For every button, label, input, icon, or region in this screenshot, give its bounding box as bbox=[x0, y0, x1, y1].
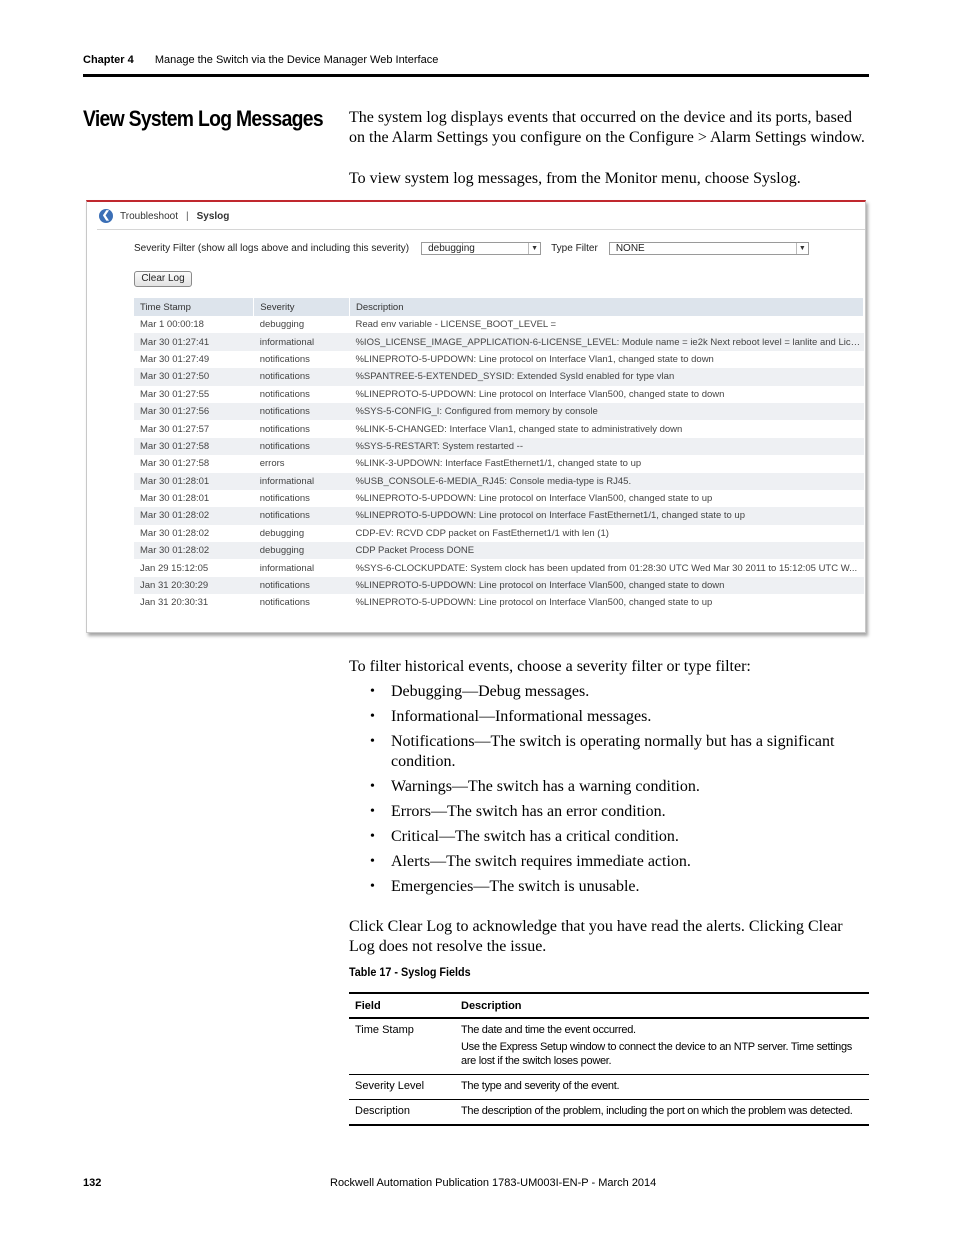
description-cell: %LINEPROTO-5-UPDOWN: Line protocol on Interface Vlan500, changed state to down bbox=[349, 577, 863, 594]
table-row[interactable] bbox=[134, 525, 864, 542]
list-item: • Debugging—Debug messages. bbox=[370, 682, 860, 702]
table-row[interactable] bbox=[134, 507, 864, 524]
description-cell: CDP Packet Process DONE bbox=[349, 542, 863, 559]
severity-filter-value: debugging bbox=[428, 243, 475, 254]
field-cell: Description bbox=[349, 1100, 455, 1126]
filter-intro-paragraph: To filter historical events, choose a severity filter or type filter: bbox=[349, 658, 751, 675]
list-item: • Critical—The switch has a critical condition. bbox=[370, 827, 860, 847]
severity-cell: notifications bbox=[259, 597, 310, 609]
description-cell: %SYS-6-CLOCKUPDATE: System clock has been updated from 01:28:30 UTC Wed Mar 30 2011 to 15:12:05 UTC W... bbox=[355, 562, 858, 574]
breadcrumb-divider bbox=[97, 229, 865, 230]
table-row[interactable] bbox=[134, 403, 864, 420]
severity-cell: notifications bbox=[259, 388, 310, 400]
severity-cell: notifications bbox=[254, 368, 350, 385]
back-arrow-icon[interactable]: ❮ bbox=[99, 209, 113, 223]
table-row[interactable] bbox=[134, 368, 864, 385]
time-stamp-cell: Mar 30 01:27:41 bbox=[134, 333, 254, 350]
time-stamp-cell: Jan 29 15:12:05 bbox=[140, 562, 209, 574]
list-item: • Emergencies—The switch is unusable. bbox=[370, 877, 860, 897]
description-cell: %LINEPROTO-5-UPDOWN: Line protocol on Interface Vlan500, changed state to down bbox=[355, 388, 725, 400]
syslog-screenshot bbox=[86, 200, 866, 633]
breadcrumb-troubleshoot[interactable]: Troubleshoot bbox=[120, 210, 178, 222]
description-header: Description bbox=[455, 993, 869, 1018]
time-stamp-cell: Mar 30 01:27:56 bbox=[134, 403, 254, 420]
time-stamp-cell: Mar 30 01:27:49 bbox=[140, 353, 210, 365]
list-item: • Alerts—The switch requires immediate action. bbox=[370, 852, 860, 872]
description-cell: %SPANTREE-5-EXTENDED_SYSID: Extended SysId enabled for type vlan bbox=[349, 368, 863, 385]
description-cell: %SYS-5-RESTART: System restarted -- bbox=[349, 438, 863, 455]
description-cell: %LINK-5-CHANGED: Interface Vlan1, changed state to administratively down bbox=[355, 423, 683, 435]
filter-row bbox=[134, 242, 809, 255]
syslog-header-row bbox=[134, 298, 864, 316]
page-number: 132 bbox=[83, 1177, 102, 1189]
fields-header-row bbox=[349, 993, 869, 1018]
severity-cell: notifications bbox=[259, 493, 310, 505]
field-cell: Time Stamp bbox=[349, 1018, 455, 1075]
table-row bbox=[349, 1100, 869, 1126]
table-row[interactable] bbox=[134, 577, 864, 594]
table-row[interactable] bbox=[134, 316, 864, 333]
time-stamp-cell: Mar 30 01:27:58 bbox=[140, 458, 210, 470]
chevron-down-icon: ▼ bbox=[528, 243, 540, 254]
severity-cell: debugging bbox=[259, 319, 305, 331]
severity-cell: informational bbox=[259, 562, 315, 574]
col-description[interactable]: Description bbox=[349, 298, 863, 316]
time-stamp-cell: Mar 30 01:28:02 bbox=[134, 507, 254, 524]
description-cell: %USB_CONSOLE-6-MEDIA_RJ45: Console media-type is RJ45. bbox=[349, 473, 863, 490]
severity-list bbox=[370, 682, 860, 902]
severity-cell: debugging bbox=[259, 527, 305, 539]
time-stamp-cell: Mar 30 01:27:58 bbox=[134, 438, 254, 455]
severity-cell: errors bbox=[259, 458, 285, 470]
syslog-table bbox=[134, 298, 864, 612]
severity-cell: notifications bbox=[254, 403, 350, 420]
time-stamp-cell: Mar 30 01:28:02 bbox=[140, 527, 210, 539]
breadcrumb-current: Syslog bbox=[196, 210, 230, 222]
table-row[interactable] bbox=[134, 386, 864, 403]
type-filter-select[interactable] bbox=[609, 242, 809, 255]
description-cell: %LINEPROTO-5-UPDOWN: Line protocol on Interface Vlan500, changed state to up bbox=[355, 493, 713, 505]
severity-cell: notifications bbox=[259, 353, 310, 365]
chapter-title: Manage the Switch via the Device Manager Web Interface bbox=[154, 54, 439, 66]
table-row[interactable] bbox=[134, 542, 864, 559]
list-item: • Notifications—The switch is operating normally but has a significant condition. bbox=[370, 732, 860, 772]
severity-cell: notifications bbox=[254, 438, 350, 455]
table-row[interactable] bbox=[134, 455, 864, 472]
description-cell: The type and severity of the event. bbox=[455, 1075, 869, 1100]
type-filter-value: NONE bbox=[615, 243, 645, 254]
publication-info: Rockwell Automation Publication 1783-UM003I-EN-P - March 2014 bbox=[330, 1177, 657, 1189]
chevron-down-icon: ▼ bbox=[796, 243, 808, 254]
severity-cell: debugging bbox=[254, 542, 350, 559]
table-row[interactable] bbox=[134, 351, 864, 368]
time-stamp-cell: Jan 31 20:30:31 bbox=[140, 597, 209, 609]
chapter-label: Chapter 4 bbox=[83, 54, 134, 66]
time-stamp-cell: Jan 31 20:30:29 bbox=[134, 577, 254, 594]
table-row[interactable] bbox=[134, 438, 864, 455]
list-item: • Errors—The switch has an error condition. bbox=[370, 802, 860, 822]
table-row[interactable] bbox=[134, 594, 864, 611]
time-stamp-cell: Mar 30 01:27:57 bbox=[140, 423, 210, 435]
description-cell: %LINEPROTO-5-UPDOWN: Line protocol on Interface Vlan500, changed state to up bbox=[355, 597, 713, 609]
severity-cell: notifications bbox=[254, 577, 350, 594]
time-stamp-cell: Mar 30 01:28:01 bbox=[134, 473, 254, 490]
col-severity[interactable]: Severity bbox=[254, 298, 350, 316]
description-cell: %LINEPROTO-5-UPDOWN: Line protocol on Interface Vlan1, changed state to down bbox=[355, 353, 714, 365]
severity-cell: notifications bbox=[259, 423, 310, 435]
list-item: • Warnings—The switch has a warning condition. bbox=[370, 777, 860, 797]
severity-cell: informational bbox=[254, 473, 350, 490]
col-time-stamp[interactable]: Time Stamp bbox=[134, 298, 254, 316]
severity-filter-select[interactable] bbox=[421, 242, 541, 255]
description-cell: %SYS-5-CONFIG_I: Configured from memory by console bbox=[349, 403, 863, 420]
description-cell bbox=[455, 1018, 869, 1075]
section-title: View System Log Messages bbox=[83, 106, 323, 131]
table-row[interactable] bbox=[134, 473, 864, 490]
table-row[interactable] bbox=[134, 559, 864, 576]
time-stamp-cell: Mar 30 01:28:02 bbox=[134, 542, 254, 559]
syslog-fields-table bbox=[349, 992, 869, 1126]
time-stamp-cell: Mar 30 01:28:01 bbox=[140, 493, 210, 505]
time-stamp-cell: Mar 30 01:27:55 bbox=[140, 388, 210, 400]
field-cell: Severity Level bbox=[349, 1075, 455, 1100]
severity-cell: informational bbox=[254, 333, 350, 350]
clear-log-paragraph: Click Clear Log to acknowledge that you have read the alerts. Clicking Clear Log does not resolve the issue. bbox=[349, 918, 843, 955]
howto-paragraph: To view system log messages, from the Monitor menu, choose Syslog. bbox=[349, 170, 801, 187]
breadcrumb-separator: | bbox=[186, 210, 189, 222]
severity-filter-label: Severity Filter (show all logs above and including this severity) bbox=[134, 243, 410, 254]
description-cell: %LINK-3-UPDOWN: Interface FastEthernet1/1, changed state to up bbox=[355, 458, 642, 470]
table-row bbox=[349, 1018, 869, 1075]
description-cell: %IOS_LICENSE_IMAGE_APPLICATION-6-LICENSE_LEVEL: Module name = ie2k Next reboot level = lanlite and Lice... bbox=[349, 333, 863, 350]
field-header: Field bbox=[349, 993, 455, 1018]
clear-log-button[interactable]: Clear Log bbox=[134, 271, 192, 287]
description-cell: The description of the problem, including the port on which the problem was detected. bbox=[455, 1100, 869, 1126]
running-header bbox=[83, 54, 438, 66]
table-row bbox=[349, 1075, 869, 1100]
description-cell: Read env variable - LICENSE_BOOT_LEVEL = bbox=[355, 319, 557, 331]
breadcrumb bbox=[99, 208, 229, 224]
intro-paragraph: The system log displays events that occurred on the device and its ports, based on the Alarm Settings you configure on the Configure > Alarm Settings window. bbox=[349, 109, 865, 146]
description-cell: %LINEPROTO-5-UPDOWN: Line protocol on Interface FastEthernet1/1, changed state to up bbox=[349, 507, 863, 524]
table-row[interactable] bbox=[134, 333, 864, 350]
table-row[interactable] bbox=[134, 420, 864, 437]
table-caption: Table 17 - Syslog Fields bbox=[349, 965, 471, 979]
severity-cell: notifications bbox=[254, 507, 350, 524]
description-cell: CDP-EV: RCVD CDP packet on FastEthernet1/1 with len (1) bbox=[355, 527, 609, 539]
time-stamp-cell: Mar 30 01:27:50 bbox=[134, 368, 254, 385]
time-stamp-cell: Mar 1 00:00:18 bbox=[140, 319, 204, 331]
description-line: Use the Express Setup window to connect the device to an NTP server. Time settings are lost if the switch loses power. bbox=[461, 1041, 852, 1067]
type-filter-label: Type Filter bbox=[551, 243, 598, 254]
description-line: The date and time the event occurred. bbox=[461, 1024, 636, 1036]
list-item: • Informational—Informational messages. bbox=[370, 707, 860, 727]
header-rule bbox=[83, 74, 869, 77]
table-row[interactable] bbox=[134, 490, 864, 507]
